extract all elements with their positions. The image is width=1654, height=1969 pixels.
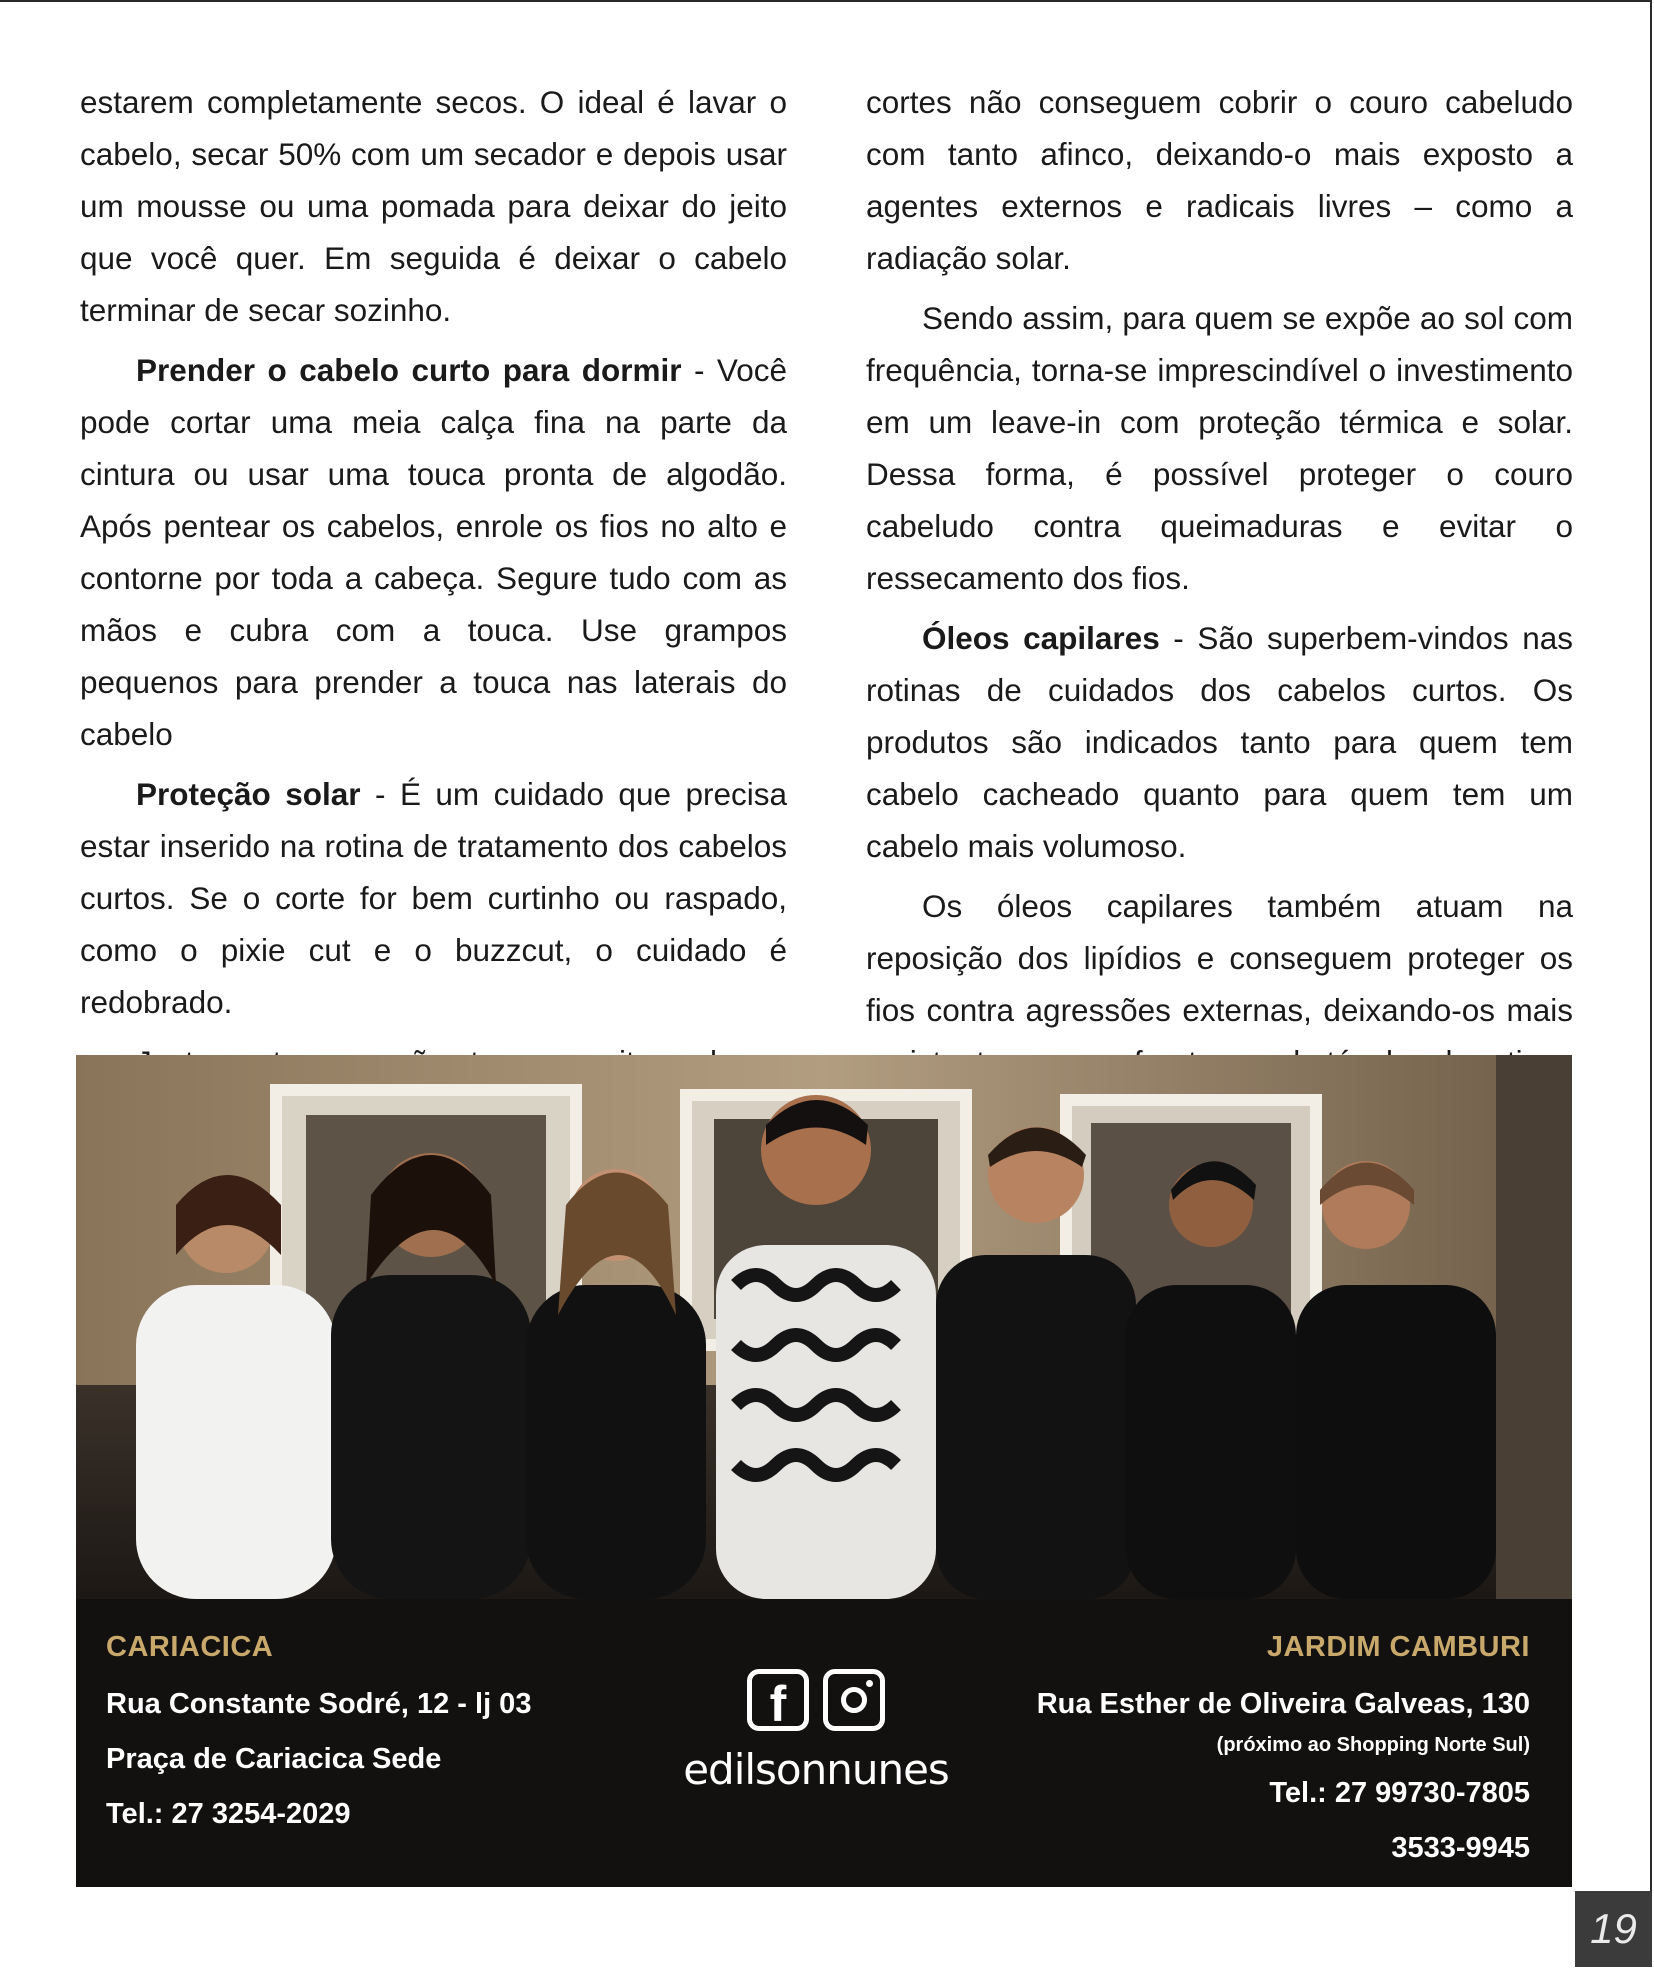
street-address: Rua Constante Sodré, 12 - lj 03: [106, 1688, 532, 1720]
facebook-icon[interactable]: [747, 1669, 809, 1731]
facebook-glyph: f: [769, 1676, 787, 1732]
address-jardim-camburi: [1037, 1627, 1530, 1882]
instagram-icon[interactable]: [823, 1669, 885, 1731]
page-number: 19: [1575, 1891, 1652, 1967]
paragraph-heading: Prender o cabelo curto para dormir: [136, 352, 682, 388]
brand-name: edilsonnunes: [683, 1745, 949, 1794]
instagram-lens: [841, 1687, 867, 1713]
paragraph: [866, 612, 1573, 872]
paragraph-heading: Proteção solar: [136, 776, 361, 812]
city-name: CARIACICA: [106, 1631, 274, 1663]
social-icons: [676, 1669, 956, 1731]
article-left-column: [80, 76, 787, 1148]
paragraph-body: - É um cuidado que precisa estar inserido na rotina de tratamento dos cabelos curtos. Se o corte for bem curtinho ou raspado, como o pixie cut e o buzzcut, o cuidado é redobrado.: [80, 776, 787, 1020]
salon-footer: [76, 1599, 1572, 1887]
phone-secondary: 3533-9945: [1391, 1832, 1530, 1864]
city-name: JARDIM CAMBURI: [1266, 1631, 1530, 1663]
paragraph: [80, 344, 787, 760]
paragraph-body: - São superbem-vindos nas rotinas de cuidados dos cabelos curtos. Os produtos são indicados tanto para quem tem cabelo cacheado quanto para quem tem um cabelo mais volumoso.: [866, 620, 1573, 864]
paragraph-body: - Você pode cortar uma meia calça fina na parte da cintura ou usar uma touca pronta de algodão. Após pentear os cabelos, enrole os fios no alto e contorne por toda a cabeça. Segure tudo com as mãos e cubra com a touca. Use grampos pequenos para prender a touca nas laterais do cabelo: [80, 352, 787, 752]
instagram-dot: [866, 1680, 873, 1687]
team-photo: [76, 1055, 1572, 1599]
address-note: (próximo ao Shopping Norte Sul): [1216, 1734, 1530, 1756]
paragraph: cortes não conseguem cobrir o couro cabeludo com tanto afinco, deixando-o mais exposto a agentes externos e radicais livres – como a radiação solar.: [866, 84, 1573, 276]
social-brand: [676, 1669, 956, 1794]
paragraph: estarem completamente secos. O ideal é lavar o cabelo, secar 50% com um secador e depois usar um mousse ou uma pomada para deixar do jeito que você quer. Em seguida é deixar o cabelo terminar de secar sozinho.: [80, 84, 787, 328]
district: Praça de Cariacica Sede: [106, 1743, 442, 1775]
paragraph-heading: Óleos capilares: [922, 620, 1160, 656]
paragraph: [80, 768, 787, 1028]
team-photo-illustration: [76, 1055, 1572, 1599]
paragraph: Sendo assim, para quem se expõe ao sol com frequência, torna-se imprescindível o investimento em um leave-in com proteção térmica e solar. Dessa forma, é possível proteger o couro cabeludo contra queimaduras e evitar o ressecamento dos fios.: [866, 300, 1573, 596]
paragraph: Os óleos capilares também atuam na reposição dos lipídios e conseguem proteger os fios contra agressões externas, deixando-os mais: [866, 888, 1573, 1028]
street-address: Rua Esther de Oliveira Galveas, 130: [1036, 1688, 1530, 1720]
phone: Tel.: 27 3254-2029: [106, 1798, 351, 1830]
phone: Tel.: 27 99730-7805: [1269, 1777, 1530, 1809]
article-right-column: [866, 76, 1573, 1096]
address-cariacica: [106, 1627, 531, 1848]
